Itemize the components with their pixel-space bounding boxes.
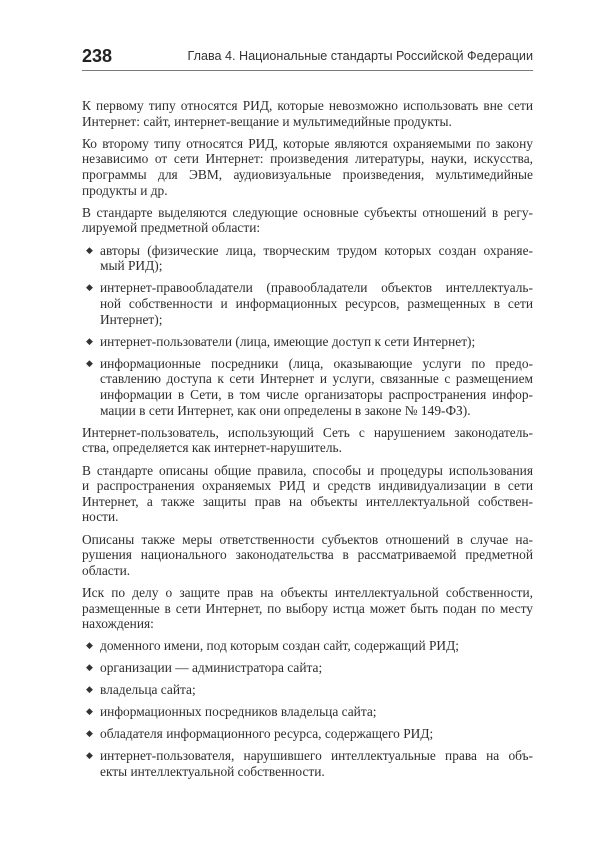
text-line: владельца сайта;: [100, 682, 196, 698]
text-line: информации в Сети, в том числе организаторы распространения инфор-: [100, 387, 533, 403]
text-line: К первому типу относятся РИД, которые невозможно использовать вне сети: [82, 98, 533, 113]
paragraph: [82, 98, 533, 129]
bullet-diamond-icon: ◆: [86, 282, 93, 293]
text-line: интернет-правообладатели (правообладатели объектов интеллектуаль-: [100, 280, 533, 296]
list-item: [82, 748, 533, 779]
text-line: продукты и др.: [82, 182, 168, 198]
list-item: [82, 726, 533, 742]
text-line: мый РИД);: [100, 258, 163, 274]
text-line: ной собственности и информационных ресурсов, размещенных в сети: [100, 295, 533, 311]
text-line: ности.: [82, 509, 119, 525]
paragraph: [82, 136, 533, 198]
text-line: рушения национального законодательства в рассматриваемой предметной: [82, 547, 533, 563]
page-body: [82, 98, 533, 786]
text-line: екты интеллектуальной собственности.: [100, 763, 325, 779]
text-line: информационные посредники (лица, оказывающие услуги по предо-: [100, 355, 533, 371]
bullet-diamond-icon: ◆: [86, 640, 93, 651]
text-line: Иск по делу о защите прав на объекты интеллектуальной собственности,: [82, 584, 533, 600]
text-line: информационных посредников владельца сайта;: [100, 704, 377, 720]
text-line: области.: [82, 562, 131, 578]
text-line: В стандарте выделяются следующие основные субъекты отношений в регу-: [82, 204, 533, 220]
paragraph: [82, 585, 533, 632]
text-line: В стандарте описаны общие правила, способы и процедуры использования: [82, 462, 533, 478]
list-item: [82, 682, 533, 698]
bullet-diamond-icon: ◆: [86, 706, 93, 717]
list-item: [82, 638, 533, 654]
text-line: лируемой предметной области:: [82, 220, 261, 236]
text-line: мации в сети Интернет, как они определены в законе № 149-ФЗ).: [100, 402, 471, 418]
paragraph: [82, 205, 533, 236]
list-item: [82, 704, 533, 720]
text-line: Интернет);: [100, 311, 163, 327]
text-line: нахождения:: [82, 616, 154, 632]
bullet-diamond-icon: ◆: [86, 662, 93, 673]
text-line: независимо от сети Интернет: произведения литературы, науки, искусства,: [82, 151, 533, 167]
text-line: Интернет-пользователь, использующий Сеть с нарушением законодатель-: [82, 424, 533, 440]
text-line: ства, определяется как интернет-нарушитель.: [82, 440, 342, 456]
running-header: [82, 46, 533, 71]
list-item: [82, 334, 533, 350]
text-line: программы для ЭВМ, аудиовизуальные произведения, мультимедийные: [82, 166, 533, 182]
text-line: и распространения охраняемых РИД и средств индивидуализации в сети: [82, 478, 533, 494]
paragraph: [82, 532, 533, 579]
text-line: организации — администратора сайта;: [100, 660, 323, 676]
page-number: 238: [82, 46, 113, 66]
bullet-diamond-icon: ◆: [86, 335, 93, 346]
text-line: доменного имени, под которым создан сайт, содержащий РИД;: [100, 638, 459, 654]
paragraph: [82, 463, 533, 525]
text-line: Интернет, а также защиты прав на объекты интеллектуальной собствен-: [82, 493, 533, 509]
text-line: Ко второму типу относятся РИД, которые являются охраняемыми по закону: [82, 135, 533, 151]
text-line: интернет-пользователя, нарушившего интеллектуальные права на объ-: [100, 748, 533, 764]
list-item: [82, 356, 533, 418]
bullet-diamond-icon: ◆: [86, 728, 93, 739]
text-line: обладателя информационного ресурса, содержащего РИД;: [100, 726, 434, 742]
paragraph: [82, 425, 533, 456]
list-item: [82, 280, 533, 327]
chapter-title: Глава 4. Национальные стандарты Российской Федерации: [187, 49, 533, 63]
text-line: размещенные в сети Интернет, по выбору истца может быть подан по месту: [82, 600, 533, 616]
list-item: [82, 660, 533, 676]
text-line: интернет-пользователи (лица, имеющие доступ к сети Интернет);: [100, 333, 476, 349]
bullet-diamond-icon: ◆: [86, 357, 93, 368]
text-line: Описаны также меры ответственности субъектов отношений в случае на-: [82, 531, 533, 547]
text-line: ставлению доступа к сети Интернет и услуги, связанные с размещением: [100, 371, 533, 387]
text-line: авторы (физические лица, творческим трудом которых создан охраняе-: [100, 242, 533, 258]
list-item: [82, 243, 533, 274]
bullet-diamond-icon: ◆: [86, 684, 93, 695]
bullet-diamond-icon: ◆: [86, 750, 93, 761]
text-line: Интернет: сайт, интернет-вещание и мультимедийные продукты.: [82, 113, 452, 129]
bullet-diamond-icon: ◆: [86, 244, 93, 255]
